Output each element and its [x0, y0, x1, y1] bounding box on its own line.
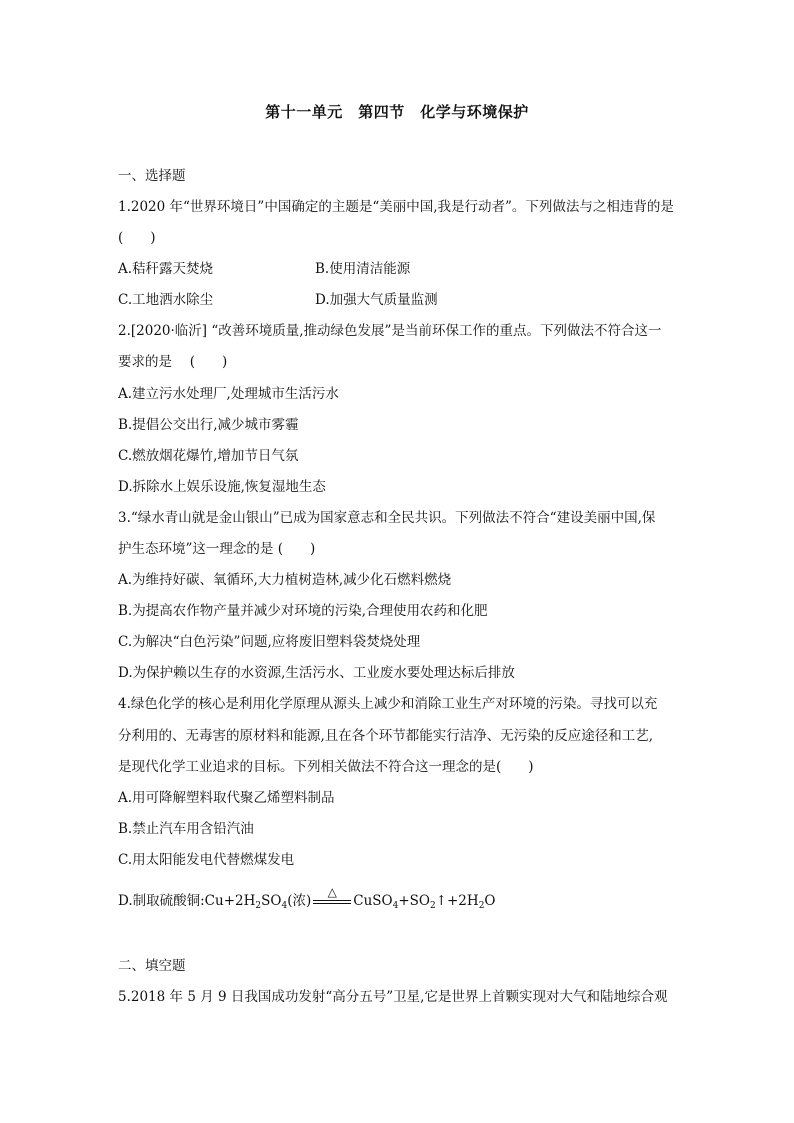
question-4-option-b: B.禁止汽车用含铅汽油	[118, 821, 254, 837]
question-4-option-c: C.用太阳能发电代替燃煤发电	[118, 852, 295, 868]
delta-icon: △	[327, 885, 337, 899]
question-3-option-c: C.为解决“白色污染”问题,应将废旧塑料袋焚烧处理	[118, 634, 421, 650]
question-4-stem-line-1: 4.绿色化学的核心是利用化学原理从源头上减少和消除工业生产对环境的污染。寻找可以充	[118, 696, 658, 712]
question-1-option-c: C.工地洒水除尘	[118, 292, 214, 308]
question-2-option-d: D.拆除水上娱乐设施,恢复湿地生态	[118, 479, 326, 495]
section-heading-fill-in: 二、填空题	[118, 958, 186, 974]
question-4-stem-line-2: 分利用的、无毒害的原材料和能源,且在各个环节都能实行洁净、无污染的反应途径和工艺,	[118, 728, 654, 744]
question-3-option-b: B.为提高农作物产量并减少对环境的污染,合理使用农药和化肥	[118, 603, 488, 619]
question-1-stem: 1.2020 年“世界环境日”中国确定的主题是“美丽中国,我是行动者”。下列做法与之相违背的是	[118, 199, 674, 215]
question-4-option-a: A.用可降解塑料取代聚乙烯塑料制品	[118, 790, 335, 806]
question-1-option-b: B.使用清洁能源	[315, 261, 411, 277]
question-1-option-a: A.秸秆露天焚烧	[118, 261, 214, 277]
section-heading-choice: 一、选择题	[118, 168, 186, 184]
question-4-stem-line-3: 是现代化学工业追求的目标。下列相关做法不符合这一理念的是( )	[118, 759, 534, 775]
question-2-stem-line-2: 要求的是 ( )	[118, 354, 228, 370]
question-3-option-a: A.为维持好碳、氧循环,大力植树造林,减少化石燃料燃烧	[118, 572, 452, 588]
page-title: 第十一单元 第四节 化学与环境保护	[265, 103, 529, 121]
question-1-option-d: D.加强大气质量监测	[315, 292, 438, 308]
question-5-stem-line-1: 5.2018 年 5 月 9 日我国成功发射“高分五号”卫星,它是世界上首颗实现对大气和陆地综合观	[118, 989, 668, 1005]
question-3-stem-line-2: 护生态环境”这一理念的是 ( )	[118, 541, 316, 557]
heating-condition-equals-sign	[311, 885, 353, 911]
question-4-option-d	[118, 885, 496, 916]
question-1-answer-paren: ( )	[118, 230, 156, 246]
question-3-stem-line-1: 3.“绿水青山就是金山银山”已成为国家意志和全民共识。下列做法不符合“建设美丽中国,保	[118, 510, 656, 526]
chemical-equation: D.制取硫酸铜$:Cu+2H_2SO_4$(浓) △ $CuSO_4+SO_2↑+2H_2O$	[118, 891, 496, 916]
question-2-option-b: B.提倡公交出行,减少城市雾霾	[118, 417, 299, 433]
question-2-stem-line-1: 2.[2020·临沂] “改善环境质量,推动绿色发展”是当前环保工作的重点。下列做法不符合这一	[118, 323, 662, 339]
question-3-option-d: D.为保护赖以生存的水资源,生活污水、工业废水要处理达标后排放	[118, 665, 515, 681]
question-2-option-c: C.燃放烟花爆竹,增加节日气氛	[118, 448, 299, 464]
question-2-option-a: A.建立污水处理厂,处理城市生活污水	[118, 386, 339, 402]
